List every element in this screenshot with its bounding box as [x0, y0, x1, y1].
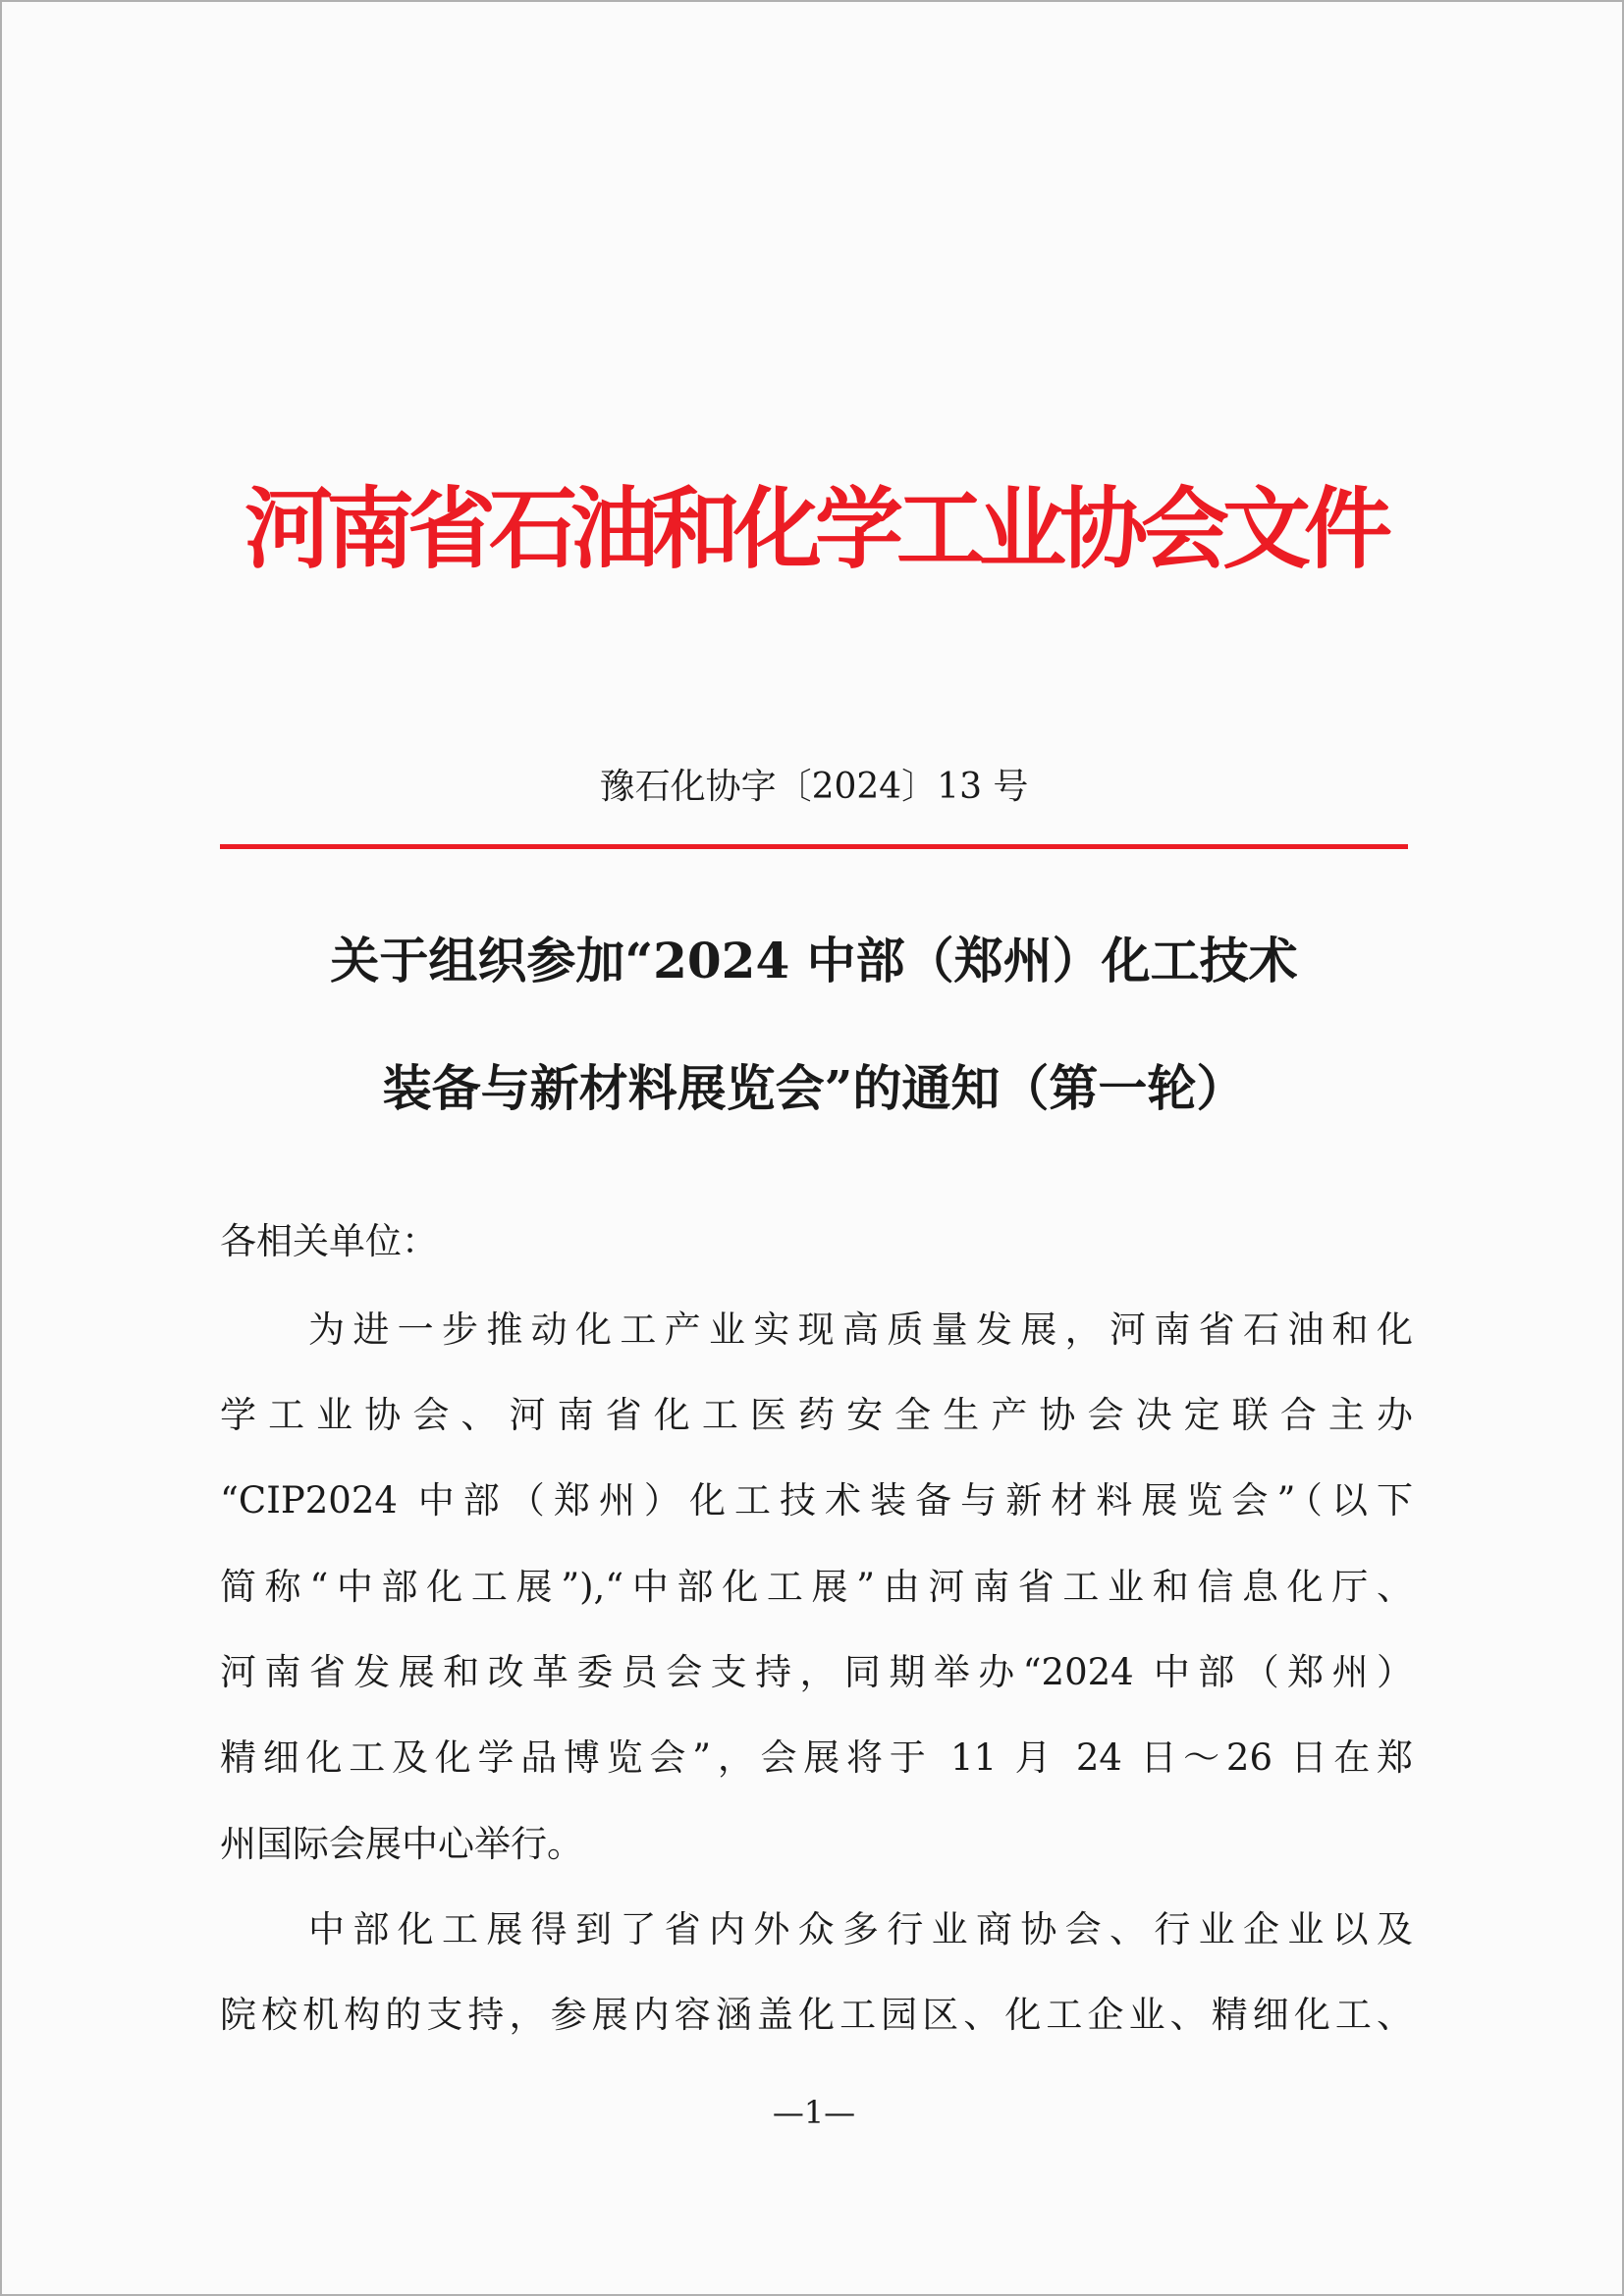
organization-header-title: 河南省石油和化学工业协会文件 — [244, 478, 1385, 581]
paragraph-line: 精细化工及化学品博览会”，会展将于 11 月 24 日～26 日在郑 — [220, 1736, 1413, 1779]
paragraph-line: 学工业协会、河南省化工医药安全生产协会决定联合主办 — [220, 1394, 1413, 1436]
page-number: —1— — [772, 2094, 856, 2131]
notice-title-line-2: 装备与新材料展览会”的通知（第一轮） — [382, 1059, 1246, 1117]
paragraph-line: “CIP2024 中部（郑州）化工技术装备与新材料展览会”（以下 — [220, 1479, 1413, 1522]
paragraph-line: 院校机构的支持，参展内容涵盖化工园区、化工企业、精细化工、 — [220, 1994, 1413, 2036]
paragraph-line: 州国际会展中心举行。 — [220, 1823, 583, 1865]
paragraph-line: 中部化工展得到了省内外众多行业商协会、行业企业以及 — [308, 1908, 1413, 1950]
paragraph-line: 为进一步推动化工产业实现高质量发展，河南省石油和化 — [308, 1308, 1413, 1351]
notice-title-line-1: 关于组织参加“2024 中部（郑州）化工技术 — [330, 932, 1298, 989]
paragraph-line: 河南省发展和改革委员会支持，同期举办“2024 中部（郑州） — [220, 1651, 1413, 1693]
document-number: 豫石化协字〔2024〕13 号 — [599, 767, 1029, 807]
salutation: 各相关单位： — [220, 1220, 438, 1262]
red-separator-line — [220, 844, 1408, 849]
paragraph-line: 简称“中部化工展”),“中部化工展”由河南省工业和信息化厅、 — [220, 1566, 1413, 1608]
